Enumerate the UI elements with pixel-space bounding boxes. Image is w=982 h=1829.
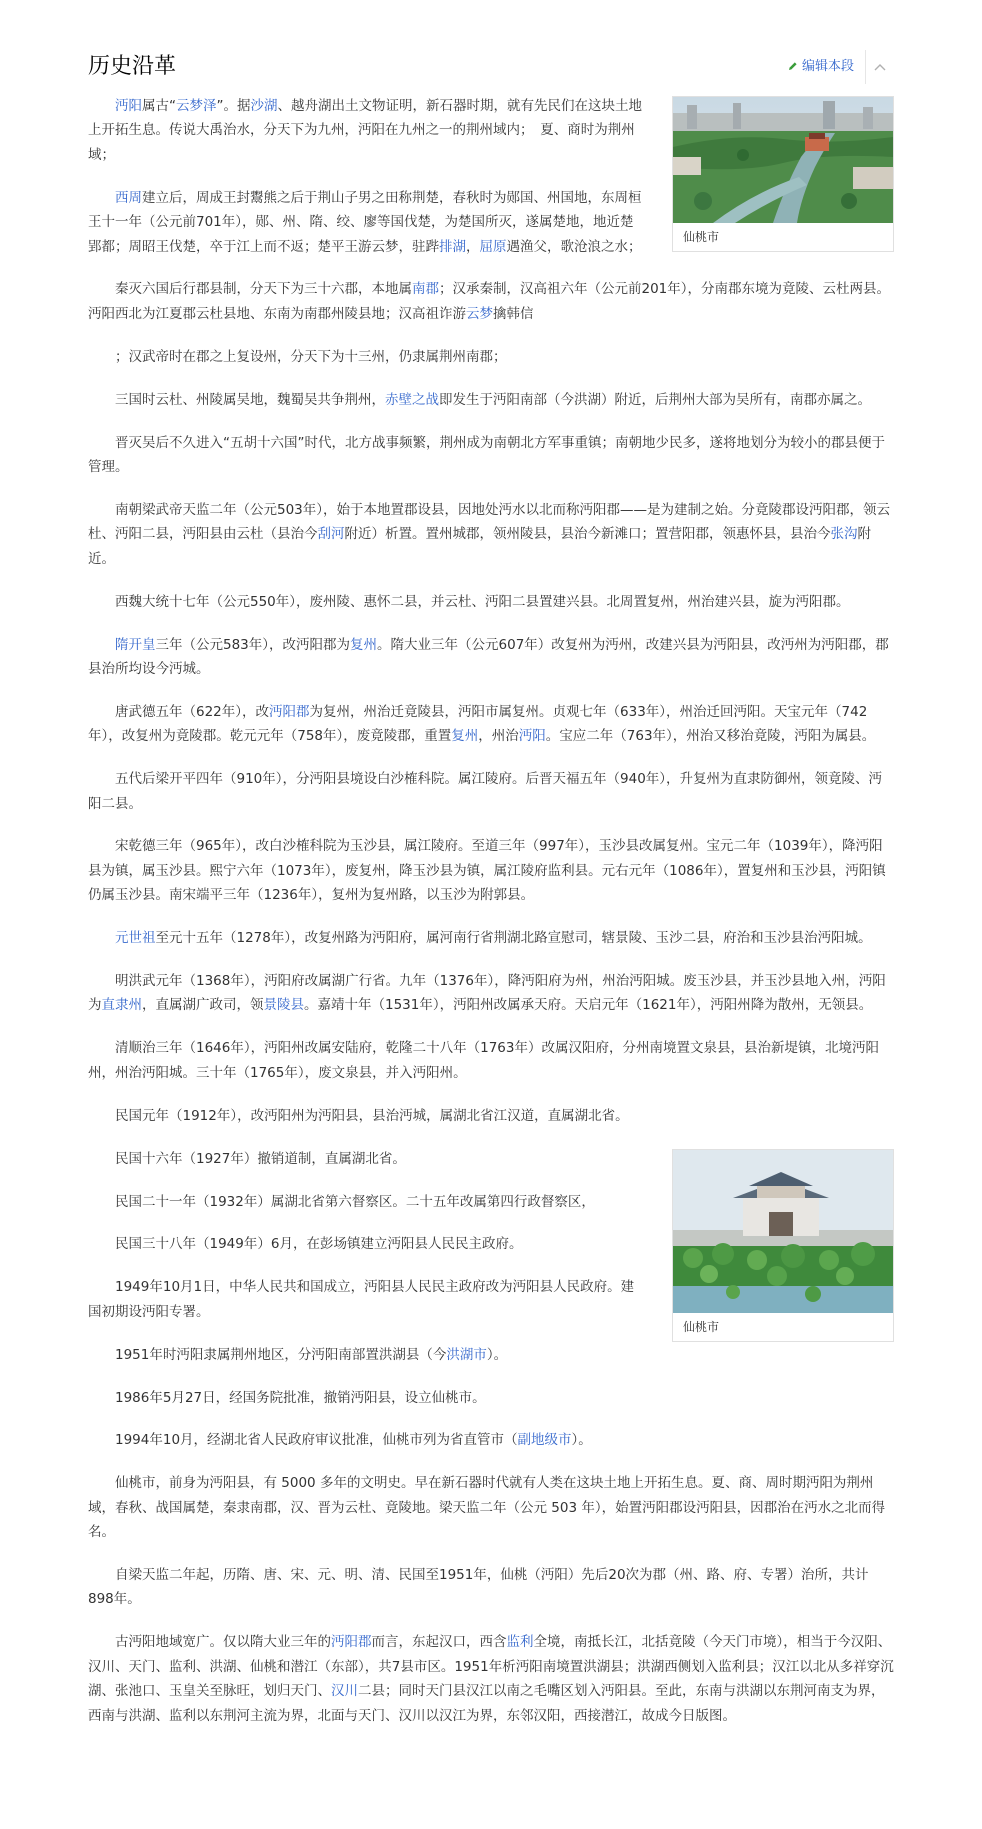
paragraph	[88, 700, 894, 749]
inline-link[interactable]: 沔阳郡	[269, 703, 310, 720]
pencil-icon	[788, 59, 798, 69]
section-header	[88, 50, 894, 84]
inline-link[interactable]: 赤壁之战	[385, 391, 439, 408]
collapse-section-button[interactable]	[865, 50, 894, 84]
paragraph	[88, 590, 894, 614]
text-run: ）。	[571, 1432, 592, 1449]
inline-link[interactable]: 隋开皇	[115, 636, 156, 653]
text-run: 、越舟湖出土文物证明，新石器时期，就有先民们在这块土地上开拓生息。传说大禹治水，分天下为九州，沔阳在九州之一的荆州域内； 夏、商时为荆州域；	[88, 98, 642, 163]
text-run: 1949年10月1日，中华人民共和国成立，沔阳县人民民主政府改为沔阳县人民政府。建国初期设沔阳专署。	[88, 1279, 635, 1320]
inline-link[interactable]: 沔阳	[115, 98, 142, 114]
paragraph	[88, 1036, 894, 1085]
chevron-up-icon	[874, 63, 886, 71]
text-run: 属古“	[142, 98, 176, 114]
paragraph	[88, 767, 894, 816]
text-run: 西魏大统十七年（公元550年），废州陵、惠怀二县，并云杜、沔阳二县置建兴县。北周置复州，州治建兴县，旋为沔阳郡。	[115, 593, 850, 610]
inline-link[interactable]: 洪湖市	[446, 1346, 487, 1363]
paragraph	[88, 1630, 894, 1728]
edit-section-label: 编辑本段	[801, 59, 854, 74]
paragraph	[88, 1386, 894, 1410]
inline-link[interactable]: 监利	[506, 1634, 534, 1651]
article-body	[88, 94, 894, 1747]
paragraph	[88, 834, 894, 907]
text-run: 自梁天监二年起，历隋、唐、宋、元、明、清、民国至1951年，仙桃（沔阳）先后20次为郡（州、路、府、专署）治所，共计898年。	[88, 1567, 869, 1608]
text-run: 五代后梁开平四年（910年），分沔阳县境设白沙榷科院。属江陵府。后晋天福五年（940年），升复州为直隶防御州，领竟陵、沔阳二县。	[88, 771, 883, 812]
text-run: 建立后，周成王封鬻熊之后于荆山子男之田称荆楚，春秋时为郧国、州国地，东周桓王十一年（公元前701年），郧、州、隋、绞、廖等国伐楚，为楚国所灭，遂属楚地，地近楚郢都；周昭王伐楚，卒于江上而不返；楚平王游云梦，驻跸	[88, 189, 642, 255]
inline-link[interactable]: 副地级市	[517, 1432, 572, 1449]
text-run: 民国三十八年（1949年）6月，在彭场镇建立沔阳县人民民主政府。	[115, 1236, 523, 1253]
text-run: ）。	[486, 1346, 508, 1363]
paragraph	[88, 277, 894, 326]
inline-link[interactable]: 复州	[451, 728, 479, 745]
text-run: 遇渔父，歌沧浪之水；	[506, 238, 642, 255]
text-run: ，直属湖广政司，领	[142, 997, 264, 1014]
text-run: 为复州，州治迁竟陵县，沔阳市属复州。贞观七年（633年），州治迁回沔阳。天宝元年（742年），改复州为竟陵郡。乾元元年（758年），废竟陵郡，重置	[88, 703, 868, 745]
text-run: 。隋大业三年（公元607年）改复州为沔州，改建兴县为沔阳县，改沔州为沔阳郡，郡县治所均设今沔城。	[88, 636, 889, 677]
text-run: ，	[466, 238, 480, 255]
text-run: 1986年5月27日，经国务院批准，撤销沔阳县，设立仙桃市。	[115, 1389, 486, 1406]
figure-2[interactable]	[672, 1149, 894, 1342]
figure-1[interactable]	[672, 96, 894, 252]
text-run: 清顺治三年（1646年），沔阳州改属安陆府，乾隆二十八年（1763年）改属汉阳府，分州南境置文泉县，县治新堤镇，北境沔阳州，州治沔阳城。三十年（1765年），废文泉县，并入沔阳州。	[88, 1040, 879, 1081]
paragraph	[88, 1343, 894, 1367]
text-run: 古沔阳地域宽广。仅以隋大业三年的	[115, 1634, 331, 1651]
article-section	[88, 0, 894, 1829]
inline-link[interactable]: 沔阳	[518, 728, 546, 745]
paragraph	[88, 1428, 894, 1452]
paragraph	[88, 969, 894, 1018]
figure-1-image[interactable]	[673, 97, 893, 223]
text-run: 仙桃市，前身为沔阳县，有 5000 多年的文明史。早在新石器时代就有人类在这块土地上开拓生息。夏、商、周时期沔阳为荆州域，春秋、战国属楚，秦隶南郡，汉、晋为云杜、竟陵地。梁天监二年（公元 503 年），始置沔阳郡设沔阳县，因郡治在沔水之北而得名。	[88, 1475, 886, 1541]
text-run: 即发生于沔阳南部（今洪湖）附近，后荆州大部为吴所有，南郡亦属之。	[439, 391, 871, 408]
text-run: 明洪武元年（1368年），沔阳府改属湖广行省。九年（1376年），降沔阳府为州，州治沔阳城。废玉沙县，并玉沙县地入州，沔阳为	[88, 973, 886, 1014]
text-run: 民国元年（1912年），改沔阳州为沔阳县，县治沔城，属湖北省江汉道，直属湖北省。	[115, 1107, 629, 1124]
paragraph	[88, 1104, 894, 1128]
text-run: 1951年时沔阳隶属荆州地区，分沔阳南部置洪湖县（今	[115, 1346, 447, 1363]
paragraph	[88, 388, 894, 412]
inline-link[interactable]: 沙湖	[250, 98, 278, 114]
inline-link[interactable]: 复州	[350, 636, 378, 653]
section-title: 历史沿革	[88, 54, 177, 79]
inline-link[interactable]: 刮河	[317, 526, 345, 543]
figure-2-image[interactable]	[673, 1150, 893, 1313]
text-run: 擒韩信	[493, 305, 534, 322]
text-run: 。嘉靖十年（1531年），沔阳州改属承天府。天启元年（1621年），沔阳州降为散州，无领县。	[304, 997, 873, 1014]
text-run: 民国二十一年（1932年）属湖北省第六督察区。二十五年改属第四行政督察区，	[115, 1193, 595, 1210]
text-run: 二县；同时天门县汉江以南之毛嘴区划入沔阳县。至此，东南与洪湖以东荆河南支为界，西南与洪湖、监利以东荆河主流为界，北面与天门、汉川以汉江为界，东邻汉阳，西接潜江，故成今日版图。	[88, 1683, 885, 1724]
figure-2-caption: 仙桃市	[673, 1313, 893, 1341]
inline-link[interactable]: 直隶州	[101, 997, 142, 1014]
inline-link[interactable]: 屈原	[479, 238, 507, 255]
text-run: ；汉承秦制，汉高祖六年（公元前201年），分南郡东境为竟陵、云杜两县。沔阳西北为江夏郡云杜县地、东南为南郡州陵县地；汉高祖诈游	[88, 281, 891, 322]
text-run: 附近。	[88, 526, 871, 567]
paragraph	[88, 345, 894, 369]
inline-link[interactable]: 云梦	[466, 305, 493, 322]
text-run: ；汉武帝时在郡之上复设州，分天下为十三州，仍隶属荆州南郡；	[115, 348, 507, 365]
text-run: 南朝梁武帝天监二年（公元503年），始于本地置郡设县，因地处沔水以北而称沔阳郡——是为建制之始。分竟陵郡设沔阳郡，领云杜、沔阳二县，沔阳县由云杜（县治今	[88, 501, 891, 543]
text-run: 而言，东起汉口，西含	[371, 1634, 507, 1651]
text-run: 至元十五年（1278年），改复州路为沔阳府，属河南行省荆湖北路宣慰司，辖景陵、玉沙二县，府治和玉沙县治沔阳城。	[155, 930, 872, 947]
inline-link[interactable]: 云梦泽	[176, 98, 217, 114]
inline-link[interactable]: 排湖	[439, 238, 466, 255]
paragraph	[88, 1563, 894, 1612]
text-run: ”。据	[216, 98, 251, 114]
inline-link[interactable]: 沔阳郡	[331, 1634, 372, 1651]
text-run: 三国时云杜、州陵属吴地，魏蜀吴共争荆州，	[115, 391, 385, 408]
edit-section-button[interactable]	[788, 58, 854, 76]
paragraph	[88, 633, 894, 682]
inline-link[interactable]: 汉川	[331, 1683, 358, 1700]
text-run: ，州治	[478, 728, 519, 745]
paragraph	[88, 926, 894, 950]
text-run: 1994年10月，经湖北省人民政府审议批准，仙桃市列为省直管市（	[115, 1432, 518, 1449]
inline-link[interactable]: 景陵县	[263, 997, 304, 1014]
paragraph	[88, 498, 894, 571]
inline-link[interactable]: 南郡	[412, 281, 439, 298]
inline-link[interactable]: 元世祖	[115, 930, 156, 947]
inline-link[interactable]: 张沟	[830, 526, 858, 543]
text-run: 宋乾德三年（965年），改白沙榷科院为玉沙县，属江陵府。至道三年（997年），玉沙县改属复州。宝元二年（1039年），降沔阳县为镇，属玉沙县。熙宁六年（1073年），废复州，降玉沙县为镇，属江陵府监利县。元右元年（1086年），置复州和玉沙县，沔阳镇仍属玉沙县。南宋端平三年（1236年），复州为复州路，以玉沙为附郭县。	[88, 838, 886, 904]
text-run: 唐武德五年（622年），改	[115, 703, 270, 720]
inline-link[interactable]: 西周	[115, 189, 142, 206]
paragraph	[88, 431, 894, 480]
figure-1-caption: 仙桃市	[673, 223, 893, 251]
text-run: 秦灭六国后行郡县制，分天下为三十六郡，本地属	[115, 281, 412, 298]
text-run: 三年（公元583年），改沔阳郡为	[155, 636, 351, 653]
paragraph	[88, 1471, 894, 1544]
text-run: 。宝应二年（763年），州治又移治竟陵，沔阳为属县。	[545, 728, 876, 745]
text-run: 民国十六年（1927年）撤销道制，直属湖北省。	[115, 1150, 406, 1167]
text-run: 晋灭吴后不久进入“五胡十六国”时代，北方战事频繁，荆州成为南朝北方军事重镇；南朝地少民多，遂将地划分为较小的郡县便于管理。	[88, 434, 885, 475]
text-run: 全境，南抵长江，北括竟陵（今天门市境），相当于今汉阳、汉川、天门、监利、洪湖、仙桃和潜江（东部），共7县市区。1951年析沔阳南境置洪湖县；洪湖西侧划入监利县；汉江以北从多祥穿沉湖、张池口、玉皇关至脉旺，划归天门、	[88, 1634, 894, 1700]
paragraph-list	[88, 94, 894, 1728]
text-run: 附近）析置。置州城郡，领州陵县，县治今新滩口；置营阳郡，领惠怀县，县治今	[344, 526, 831, 543]
